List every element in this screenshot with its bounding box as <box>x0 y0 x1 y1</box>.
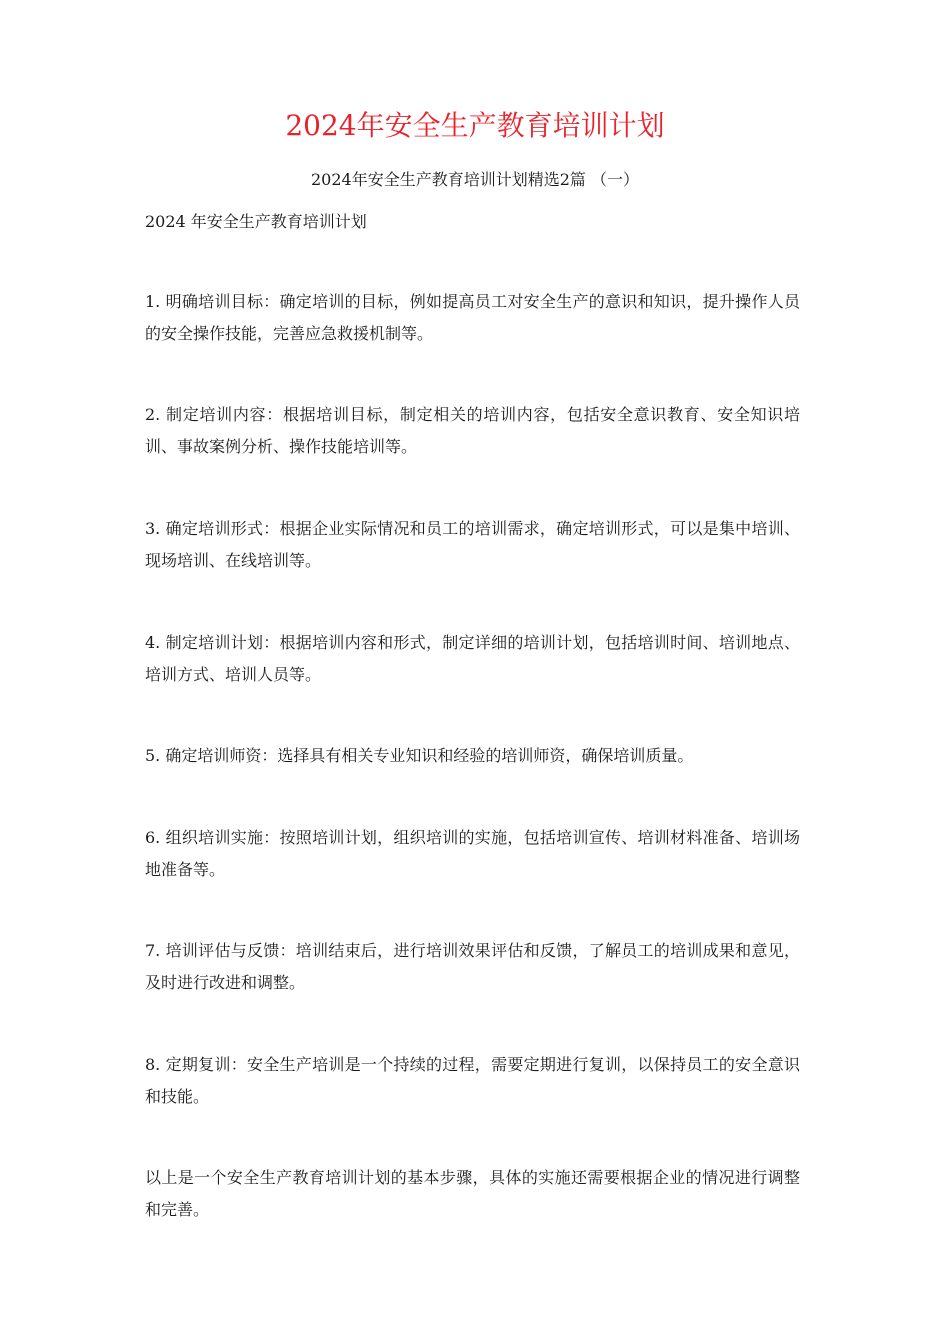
paragraph-step-8: 8. 定期复训：安全生产培训是一个持续的过程，需要定期进行复训，以保持员工的安全意识和技能。 <box>145 1055 800 1106</box>
paragraph-step-7: 7. 培训评估与反馈：培训结束后，进行培训效果评估和反馈，了解员工的培训成果和意见，及时进行改进和调整。 <box>145 941 800 992</box>
paragraph-step-3: 3. 确定培训形式：根据企业实际情况和员工的培训需求，确定培训形式，可以是集中培训、现场培训、在线培训等。 <box>145 519 800 570</box>
paragraph-conclusion: 以上是一个安全生产教育培训计划的基本步骤，具体的实施还需要根据企业的情况进行调整和完善。 <box>145 1168 800 1219</box>
document-subtitle: 2024年安全生产教育培训计划精选2篇 （一） <box>311 170 639 189</box>
document-title: 2024年安全生产教育培训计划 <box>285 109 665 142</box>
section-heading: 2024 年安全生产教育培训计划 <box>145 212 367 231</box>
paragraph-step-2: 2. 制定培训内容：根据培训目标，制定相关的培训内容，包括安全意识教育、安全知识培训、事故案例分析、操作技能培训等。 <box>145 405 800 456</box>
paragraph-step-6: 6. 组织培训实施：按照培训计划，组织培训的实施，包括培训宣传、培训材料准备、培训场地准备等。 <box>145 828 800 879</box>
paragraph-step-4: 4. 制定培训计划：根据培训内容和形式，制定详细的培训计划，包括培训时间、培训地点、培训方式、培训人员等。 <box>145 633 800 684</box>
paragraph-step-1: 1. 明确培训目标：确定培训的目标，例如提高员工对安全生产的意识和知识，提升操作人员的安全操作技能，完善应急救援机制等。 <box>145 292 800 343</box>
paragraph-step-5: 5. 确定培训师资：选择具有相关专业知识和经验的培训师资，确保培训质量。 <box>145 746 694 765</box>
